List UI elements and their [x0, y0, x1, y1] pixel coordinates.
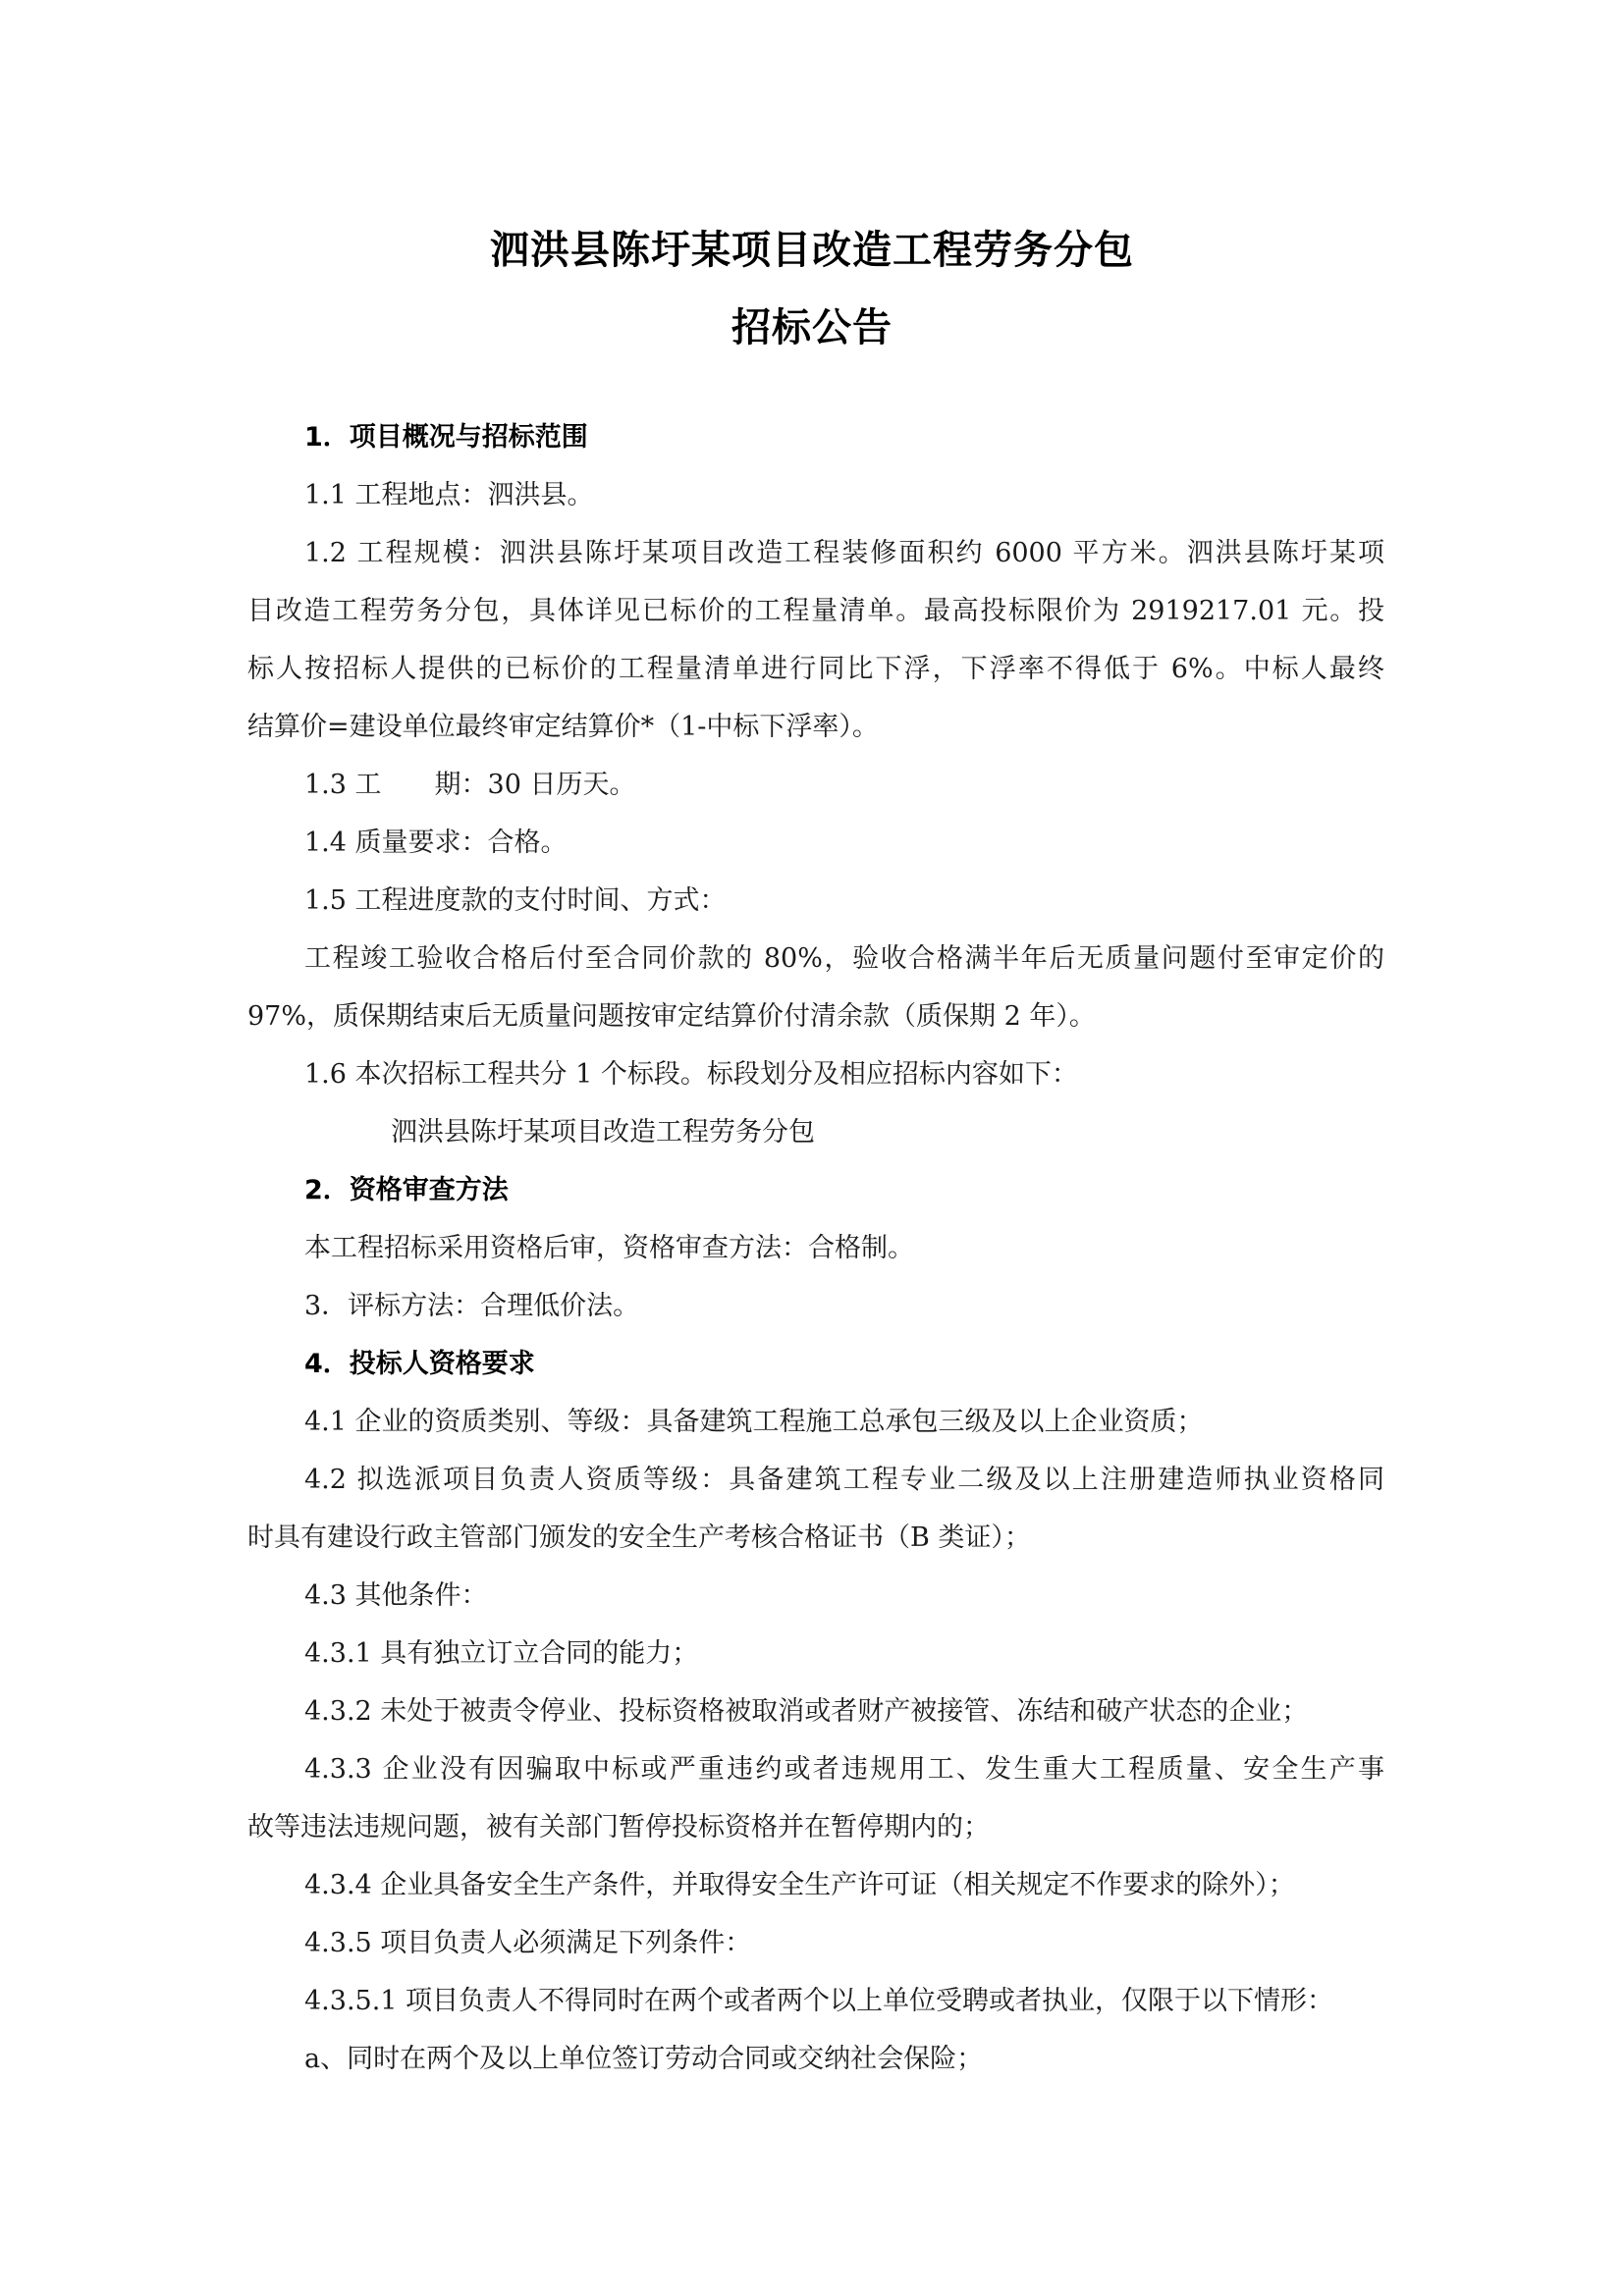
- paragraph-line: a、同时在两个及以上单位签订劳动合同或交纳社会保险；: [304, 2044, 984, 2074]
- paragraph-line: 97%，质保期结束后无质量问题按审定结算价付清余款（质保期 2 年）。: [247, 1001, 1096, 1032]
- paragraph-line: 1.1 工程地点：泗洪县。: [304, 480, 594, 510]
- paragraph-line: 1.6 本次招标工程共分 1 个标段。标段划分及相应招标内容如下：: [304, 1059, 1078, 1090]
- paragraph-line: 目改造工程劳务分包，具体详见已标价的工程量清单。最高投标限价为 2919217.01 元。投: [247, 596, 1384, 626]
- paragraph-line: 4.1 企业的资质类别、等级：具备建筑工程施工总承包三级及以上企业资质；: [304, 1407, 1204, 1437]
- paragraph-line: 标人按招标人提供的已标价的工程量清单进行同比下浮，下浮率不得低于 6%。中标人最终: [247, 654, 1384, 684]
- paragraph-line: 工程竣工验收合格后付至合同价款的 80%，验收合格满半年后无质量问题付至审定价的: [304, 943, 1384, 974]
- paragraph-line: 4.3.2 未处于被责令停业、投标资格被取消或者财产被接管、冻结和破产状态的企业；: [304, 1696, 1309, 1727]
- paragraph-line: 1.2 工程规模：泗洪县陈圩某项目改造工程装修面积约 6000 平方米。泗洪县陈圩某项: [304, 538, 1384, 568]
- paragraph-line: 4.3.5.1 项目负责人不得同时在两个或者两个以上单位受聘或者执业，仅限于以下情形：: [304, 1986, 1334, 2016]
- paragraph-line: 本工程招标采用资格后审，资格审查方法：合格制。: [304, 1233, 914, 1263]
- paragraph-line: 故等违法违规问题，被有关部门暂停投标资格并在暂停期内的；: [247, 1812, 990, 1842]
- section-heading-1: 1．项目概况与招标范围: [304, 422, 588, 453]
- section-list-item: 泗洪县陈圩某项目改造工程劳务分包: [391, 1117, 815, 1148]
- paragraph-line: 1.5 工程进度款的支付时间、方式：: [304, 885, 727, 916]
- document-subtitle: 招标公告: [731, 305, 893, 350]
- paragraph-line: 4.3.1 具有独立订立合同的能力；: [304, 1638, 699, 1669]
- paragraph-line: 1.4 质量要求：合格。: [304, 828, 568, 858]
- paragraph-line: 时具有建设行政主管部门颁发的安全生产考核合格证书（B 类证）；: [247, 1522, 1031, 1553]
- paragraph-line: 1.3 工 期：30 日历天。: [304, 770, 636, 800]
- paragraph-line: 结算价=建设单位最终审定结算价*（1-中标下浮率）。: [247, 712, 879, 742]
- paragraph-line: 4.3.4 企业具备安全生产条件，并取得安全生产许可证（相关规定不作要求的除外）；: [304, 1870, 1295, 1900]
- section-heading-3: 3．评标方法：合理低价法。: [304, 1291, 640, 1321]
- section-heading-2: 2．资格审查方法: [304, 1175, 509, 1205]
- paragraph-line: 4.3.3 企业没有因骗取中标或严重违约或者违规用工、发生重大工程质量、安全生产事: [304, 1754, 1384, 1785]
- paragraph-line: 4.3.5 项目负责人必须满足下列条件：: [304, 1928, 752, 1958]
- paragraph-line: 4.3 其他条件：: [304, 1580, 488, 1611]
- section-heading-4: 4．投标人资格要求: [304, 1349, 535, 1379]
- paragraph-line: 4.2 拟选派项目负责人资质等级：具备建筑工程专业二级及以上注册建造师执业资格同: [304, 1465, 1384, 1495]
- document-title: 泗洪县陈圩某项目改造工程劳务分包: [490, 228, 1134, 273]
